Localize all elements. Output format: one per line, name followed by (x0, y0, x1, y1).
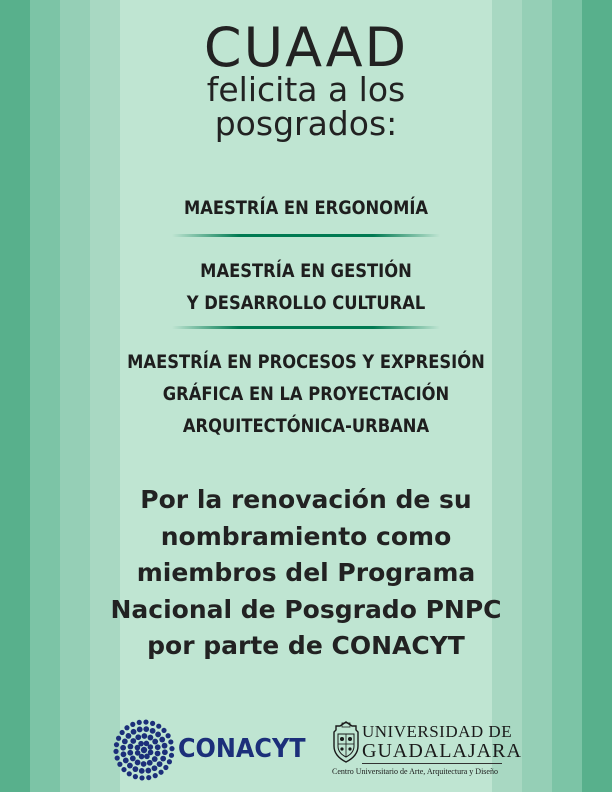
conacyt-logo (112, 718, 322, 782)
message-line: miembros del Programa (136, 558, 476, 587)
conacyt-dot (120, 730, 125, 735)
conacyt-dot (116, 736, 121, 741)
conacyt-dot (131, 729, 137, 735)
udg-center-name: Centro Universitario de Arte, Arquitectura y Diseño (332, 767, 498, 776)
conacyt-dot (148, 744, 154, 750)
program-line: GRÁFICA EN LA PROYECTACIÓN (162, 383, 450, 405)
divider (172, 234, 440, 237)
program-gestion (43, 255, 569, 319)
conacyt-dot (141, 761, 147, 767)
poster-subtitle-line1: felicita a los (206, 70, 406, 109)
udg-name-line2: GUADALAJARA (362, 740, 522, 762)
conacyt-dot (163, 765, 168, 770)
udg-name-line1: UNIVERSIDAD DE (362, 722, 513, 741)
conacyt-dot (155, 744, 161, 750)
conacyt-dot (168, 739, 173, 744)
conacyt-dot (169, 746, 174, 751)
conacyt-dot (126, 733, 132, 739)
message-line: nombramiento como (160, 521, 452, 551)
conacyt-dots-icon (112, 718, 176, 782)
conacyt-dot (137, 727, 143, 733)
conacyt-dot (137, 720, 142, 725)
message-line: Por la renovación de su (140, 485, 472, 514)
udg-logo (332, 718, 522, 782)
udg-crest-icon (332, 720, 360, 764)
conacyt-dot (152, 739, 158, 745)
conacyt-wordmark: CONACYT (178, 734, 306, 764)
conacyt-dot (120, 745, 126, 751)
conacyt-dot (113, 749, 118, 754)
divider (172, 326, 440, 329)
conacyt-dot (133, 774, 138, 779)
poster-title: CUAAD (203, 16, 409, 79)
conacyt-dot (166, 733, 171, 738)
conacyt-dot (156, 724, 161, 729)
program-line: MAESTRÍA EN ERGONOMÍA (183, 197, 429, 219)
conacyt-dot (161, 728, 166, 733)
conacyt-dot (145, 768, 151, 774)
conacyt-dot (150, 721, 155, 726)
conacyt-dot (159, 737, 165, 743)
conacyt-dot (128, 744, 134, 750)
program-line: Y DESARROLLO CULTURAL (186, 292, 426, 314)
conacyt-dot (141, 747, 147, 753)
congratulation-message (0, 482, 612, 665)
conacyt-dot (153, 773, 158, 778)
program-line: MAESTRÍA EN GESTIÓN (200, 260, 412, 282)
udg-rule (362, 763, 502, 764)
conacyt-dot (139, 775, 144, 780)
conacyt-dot (117, 762, 122, 767)
conacyt-dot (150, 728, 156, 734)
conacyt-dot (162, 743, 168, 749)
conacyt-dot (135, 760, 141, 766)
program-ergonomia (43, 192, 569, 224)
conacyt-dot (130, 738, 136, 744)
conacyt-dot (162, 749, 168, 755)
conacyt-dot (157, 761, 163, 767)
conacyt-dot (138, 741, 144, 747)
conacyt-dot (147, 760, 153, 766)
conacyt-dot (124, 725, 129, 730)
conacyt-dot (130, 722, 135, 727)
conacyt-dot (144, 754, 150, 760)
conacyt-dot (114, 742, 119, 747)
conacyt-dot (127, 763, 133, 769)
conacyt-dot (169, 753, 174, 758)
message-line: Nacional de Posgrado PNPC (110, 594, 502, 624)
conacyt-dot (146, 775, 151, 780)
conacyt-dot (152, 756, 158, 762)
conacyt-dot (135, 750, 141, 756)
conacyt-dot (123, 758, 129, 764)
conacyt-dot (115, 755, 120, 760)
conacyt-dot (143, 719, 148, 724)
conacyt-dot (152, 765, 158, 771)
program-line: MAESTRÍA EN PROCESOS Y EXPRESIÓN (127, 351, 485, 373)
conacyt-dot (155, 732, 161, 738)
conacyt-dot (127, 771, 132, 776)
conacyt-dot (121, 767, 126, 772)
conacyt-dot (160, 756, 166, 762)
conacyt-dot (148, 735, 154, 741)
conacyt-dot (141, 733, 147, 739)
conacyt-dot (127, 750, 133, 756)
conacyt-dot (135, 734, 141, 740)
message-line: por parte de CONACYT (147, 631, 465, 660)
program-procesos (43, 346, 569, 442)
conacyt-dot (167, 759, 172, 764)
poster-subtitle-line2: posgrados: (214, 104, 398, 143)
program-line: ARQUITECTÓNICA-URBANA (182, 415, 430, 437)
conacyt-dot (158, 770, 163, 775)
conacyt-dot (143, 726, 149, 732)
conacyt-dot (155, 751, 161, 757)
conacyt-dot (122, 739, 128, 745)
conacyt-dot (121, 751, 127, 757)
conacyt-dot (130, 756, 136, 762)
conacyt-dot (139, 768, 145, 774)
conacyt-dot (133, 766, 139, 772)
